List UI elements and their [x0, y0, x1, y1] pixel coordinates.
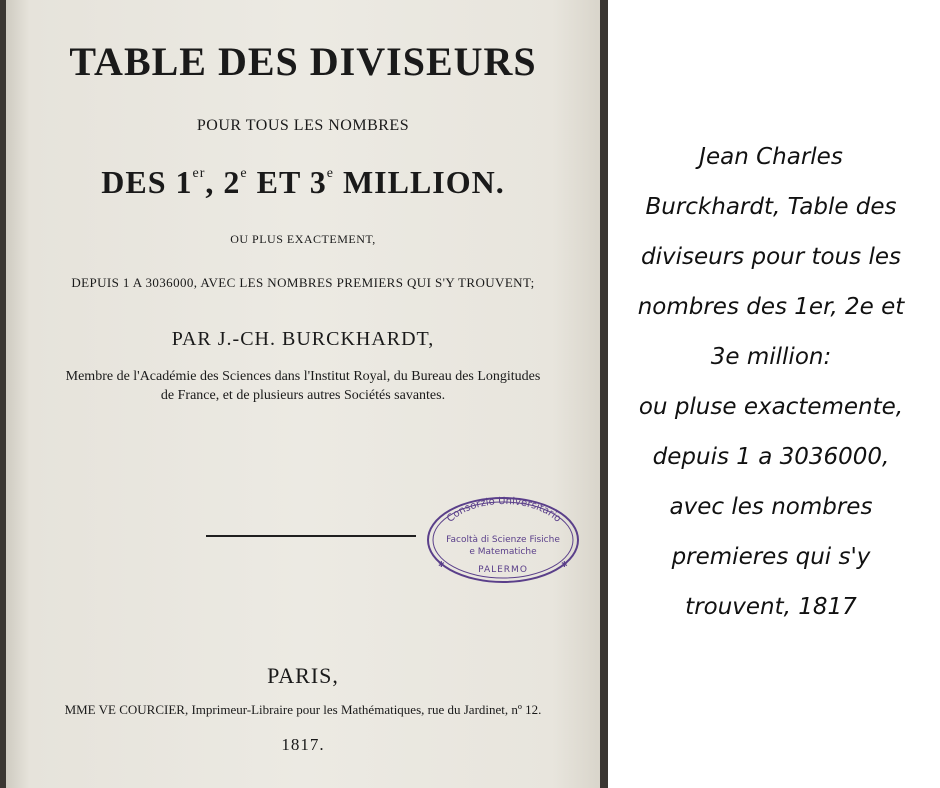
- million-prefix: DES 1: [101, 164, 193, 200]
- million-sep1: , 2: [205, 164, 241, 200]
- caption-line: ou pluse exactemente,: [638, 394, 904, 420]
- divider-rule: [206, 535, 416, 537]
- range-line: DEPUIS 1 A 3036000, AVEC LES NOMBRES PREMIERS QUI S'Y TROUVENT;: [71, 275, 535, 290]
- million-suffix: MILLION.: [333, 164, 505, 200]
- superscript-er: er: [192, 166, 206, 181]
- ou-plus-line: OU PLUS EXACTEMENT,: [230, 232, 376, 246]
- year-line: 1817.: [281, 735, 325, 754]
- title-page: [6, 0, 600, 788]
- imprint-line: MME VE COURCIER, Imprimeur-Libraire pour les Mathématiques, rue du Jardinet, nº 12.: [64, 702, 542, 717]
- caption-line: diviseurs pour tous les: [641, 244, 901, 270]
- membre-line-2: de France, et de plusieurs autres Sociétés savantes.: [160, 388, 446, 403]
- caption-line: nombres des 1er, 2e et: [637, 294, 905, 320]
- caption-line: Jean Charles: [699, 144, 843, 170]
- membre-line-1: Membre de l'Académie des Sciences dans l'Institut Royal, du Bureau des Longitudes: [65, 369, 541, 384]
- book-subtitle: POUR TOUS LES NOMBRES: [196, 117, 410, 134]
- stamp-star-left-icon: ✱: [438, 560, 445, 569]
- superscript-e1: e: [240, 166, 248, 181]
- author-line: PAR J.-CH. BURCKHARDT,: [171, 328, 435, 350]
- caption-line: premieres qui s'y: [671, 544, 871, 570]
- caption-line: trouvent, 1817: [685, 594, 857, 620]
- caption-line: 3e million:: [710, 344, 832, 370]
- stamp-line-2: Facoltà di Scienze Fisiche: [446, 535, 560, 545]
- city-line: PARIS,: [267, 663, 339, 688]
- stamp-star-right-icon: ✱: [561, 560, 568, 569]
- superscript-e2: e: [326, 166, 334, 181]
- caption-line: depuis 1 a 3036000,: [652, 444, 890, 470]
- stamp-line-4: PALERMO: [478, 565, 528, 575]
- caption-line: avec les nombres: [669, 494, 873, 520]
- stamp-line-1: Consorzio Universitario: [445, 495, 564, 525]
- library-stamp: [424, 494, 582, 586]
- svg-text:Consorzio Universitario: [445, 496, 563, 525]
- million-line: [6, 164, 600, 201]
- book-title: TABLE DES DIVISEURS: [69, 39, 537, 84]
- stamp-line-3: e Matematiche: [469, 547, 537, 557]
- million-sep2: ET 3: [247, 164, 327, 200]
- caption: [612, 132, 930, 632]
- caption-line: Burckhardt, Table des: [645, 194, 897, 220]
